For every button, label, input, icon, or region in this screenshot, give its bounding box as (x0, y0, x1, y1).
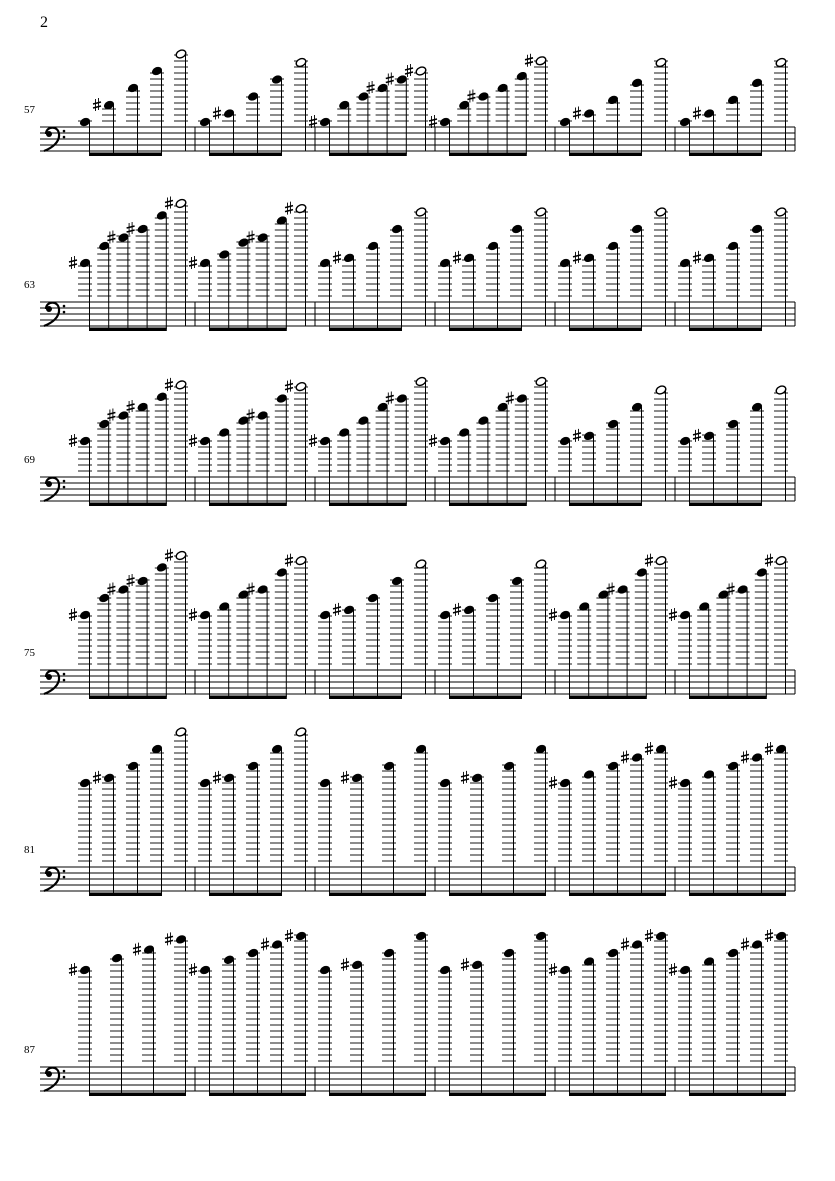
staff-system (24, 197, 795, 332)
beam (689, 1093, 786, 1097)
beam (209, 893, 282, 897)
measure-number: 69 (24, 454, 35, 466)
sharp-icon (107, 583, 115, 596)
sharp-icon (213, 771, 221, 784)
sharp-icon (127, 574, 135, 587)
beam (569, 328, 642, 332)
sharp-icon (765, 554, 773, 567)
beam (449, 503, 527, 507)
sharp-icon (386, 392, 394, 405)
sharp-icon (69, 434, 77, 447)
beam (209, 153, 282, 157)
sharp-icon (669, 776, 677, 789)
sharp-icon (341, 958, 349, 971)
sharp-icon (765, 929, 773, 942)
sharp-icon (645, 742, 653, 755)
sharp-icon (127, 400, 135, 413)
sharp-icon (285, 202, 293, 215)
sharp-icon (165, 549, 173, 562)
sharp-icon (127, 222, 135, 235)
beam (209, 503, 287, 507)
sharp-icon (261, 938, 269, 951)
beam (689, 503, 762, 507)
sharp-icon (309, 434, 317, 447)
sharp-icon (165, 378, 173, 391)
sharp-icon (573, 107, 581, 120)
beam (209, 1093, 306, 1097)
measure-number: 75 (24, 647, 35, 659)
sharp-icon (165, 197, 173, 210)
sharp-icon (461, 771, 469, 784)
beam (329, 696, 402, 700)
beam (569, 696, 647, 700)
sharp-icon (506, 392, 514, 405)
sharp-icon (693, 429, 701, 442)
sharp-icon (107, 409, 115, 422)
sharp-icon (133, 943, 141, 956)
beam (449, 696, 522, 700)
sharp-icon (693, 251, 701, 264)
beam (569, 153, 642, 157)
beam (449, 1093, 546, 1097)
beam (449, 153, 527, 157)
sharp-icon (549, 963, 557, 976)
sharp-icon (741, 938, 749, 951)
sharp-icon (741, 751, 749, 764)
sharp-icon (621, 751, 629, 764)
sharp-icon (645, 554, 653, 567)
sharp-icon (93, 98, 101, 111)
beam (89, 503, 167, 507)
beam (449, 893, 546, 897)
beam (329, 153, 407, 157)
beam (569, 1093, 666, 1097)
beam (569, 893, 666, 897)
sharp-icon (405, 64, 413, 77)
sharp-icon (189, 434, 197, 447)
sharp-icon (525, 54, 533, 67)
beam (329, 1093, 426, 1097)
page-number: 2 (40, 14, 48, 31)
sharp-icon (333, 251, 341, 264)
staff-system (24, 49, 795, 156)
beam (209, 696, 287, 700)
sharp-icon (333, 603, 341, 616)
sharp-icon (69, 256, 77, 269)
sharp-icon (107, 231, 115, 244)
sharp-icon (429, 115, 437, 128)
sharp-icon (669, 963, 677, 976)
beam (209, 328, 287, 332)
measure-number: 87 (24, 1044, 35, 1056)
sharp-icon (285, 554, 293, 567)
sharp-icon (93, 771, 101, 784)
sharp-icon (645, 929, 653, 942)
beam (329, 893, 426, 897)
sharp-icon (573, 429, 581, 442)
beam (689, 328, 762, 332)
sharp-icon (461, 958, 469, 971)
beam (449, 328, 522, 332)
staff-system (24, 727, 795, 896)
beam (569, 503, 642, 507)
sharp-icon (69, 963, 77, 976)
measure-number: 63 (24, 279, 35, 291)
sharp-icon (165, 932, 173, 945)
staff-system (24, 376, 795, 506)
sharp-icon (693, 107, 701, 120)
beam (89, 893, 162, 897)
sharp-icon (189, 608, 197, 621)
sharp-icon (341, 771, 349, 784)
sharp-icon (213, 107, 221, 120)
sharp-icon (765, 742, 773, 755)
beam (689, 153, 762, 157)
measure-number: 81 (24, 844, 35, 856)
beam (689, 696, 767, 700)
beam (689, 893, 786, 897)
sharp-icon (386, 73, 394, 86)
measure-number: 57 (24, 104, 35, 116)
beam (329, 328, 402, 332)
beam (329, 503, 407, 507)
sharp-icon (621, 938, 629, 951)
sharp-icon (285, 929, 293, 942)
sharp-icon (189, 256, 197, 269)
sharp-icon (549, 608, 557, 621)
beam (89, 1093, 186, 1097)
beam (89, 328, 167, 332)
sharp-icon (309, 115, 317, 128)
sharp-icon (285, 380, 293, 393)
staff-system (24, 549, 795, 700)
sharp-icon (573, 251, 581, 264)
beam (89, 696, 167, 700)
sharp-icon (429, 434, 437, 447)
sharp-icon (549, 776, 557, 789)
sharp-icon (453, 603, 461, 616)
staff-system (24, 929, 795, 1096)
sharp-icon (69, 608, 77, 621)
sharp-icon (367, 81, 375, 94)
sharp-icon (189, 963, 197, 976)
sharp-icon (453, 251, 461, 264)
sharp-icon (467, 90, 475, 103)
sharp-icon (669, 608, 677, 621)
beam (89, 153, 162, 157)
